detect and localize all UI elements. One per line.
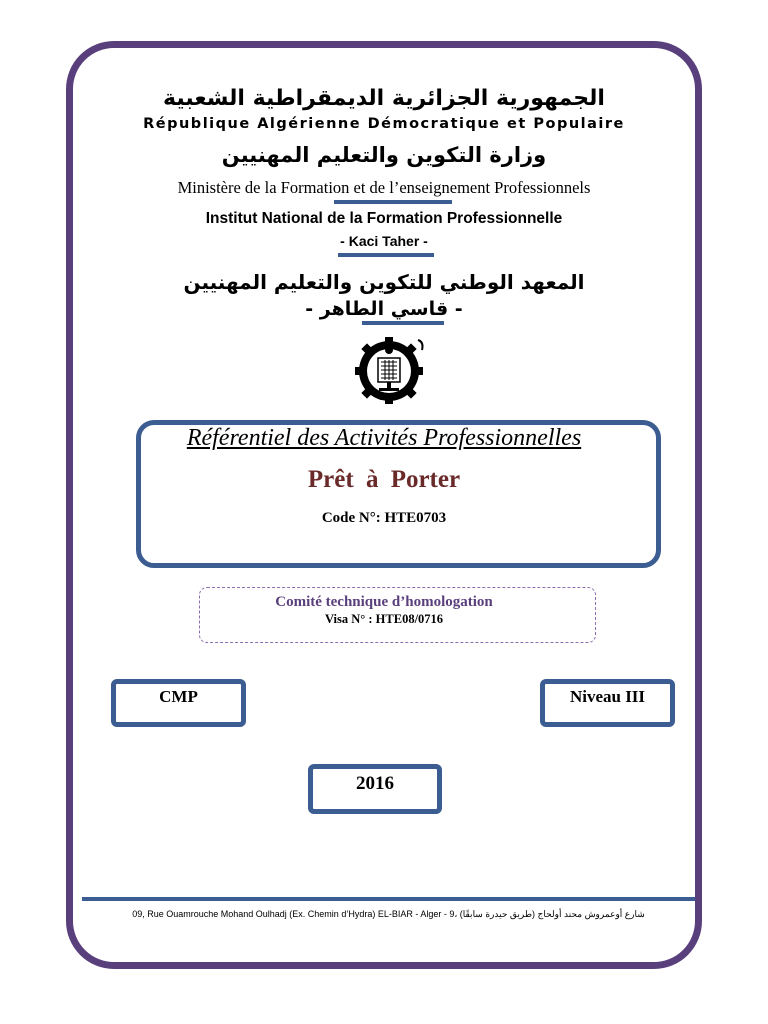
french-institute-title: Institut National de la Formation Professionnelle	[205, 210, 563, 227]
footer-divider	[82, 897, 695, 901]
arabic-ministry-title: وزارة التكوين والتعليم المهنيين	[221, 143, 547, 167]
ministry-underline	[334, 200, 452, 204]
year-box: 2016	[308, 764, 442, 814]
institute-gear-logo	[352, 336, 430, 404]
arabic-institute-underline	[362, 321, 444, 325]
arabic-institute-title: المعهد الوطني للتكوين والتعليم المهنيين	[183, 270, 585, 294]
specialty-code: Code N°: HTE0703	[321, 510, 447, 526]
arabic-institute-name: - قاسي الطاهر -	[305, 298, 463, 320]
french-republic-title: République Algérienne Démocratique et Populaire	[143, 116, 625, 132]
referential-title: Référentiel des Activités Professionnelles	[186, 425, 582, 451]
institute-underline	[338, 253, 434, 257]
french-ministry-title: Ministère de la Formation et de l’enseignement Professionnels	[177, 178, 591, 197]
cmp-box: CMP	[111, 679, 246, 727]
footer-address: 09, Rue Ouamrouche Mohand Oulhadj (Ex. Chemin d’Hydra) EL-BIAR - Alger - 9، شارع أوعمروش محند أولحاج (طريق حيدرة سابقًا)	[132, 909, 645, 919]
specialty-title: Prêt à Porter	[307, 466, 461, 493]
comite-title: Comité technique d’homologation	[275, 594, 493, 610]
niveau-box: Niveau III	[540, 679, 675, 727]
arabic-republic-title: الجمهورية الجزائرية الديمقراطية الشعبية	[163, 86, 605, 111]
comite-visa: Visa N° : HTE08/0716	[324, 612, 444, 626]
french-institute-name: - Kaci Taher -	[340, 233, 428, 249]
